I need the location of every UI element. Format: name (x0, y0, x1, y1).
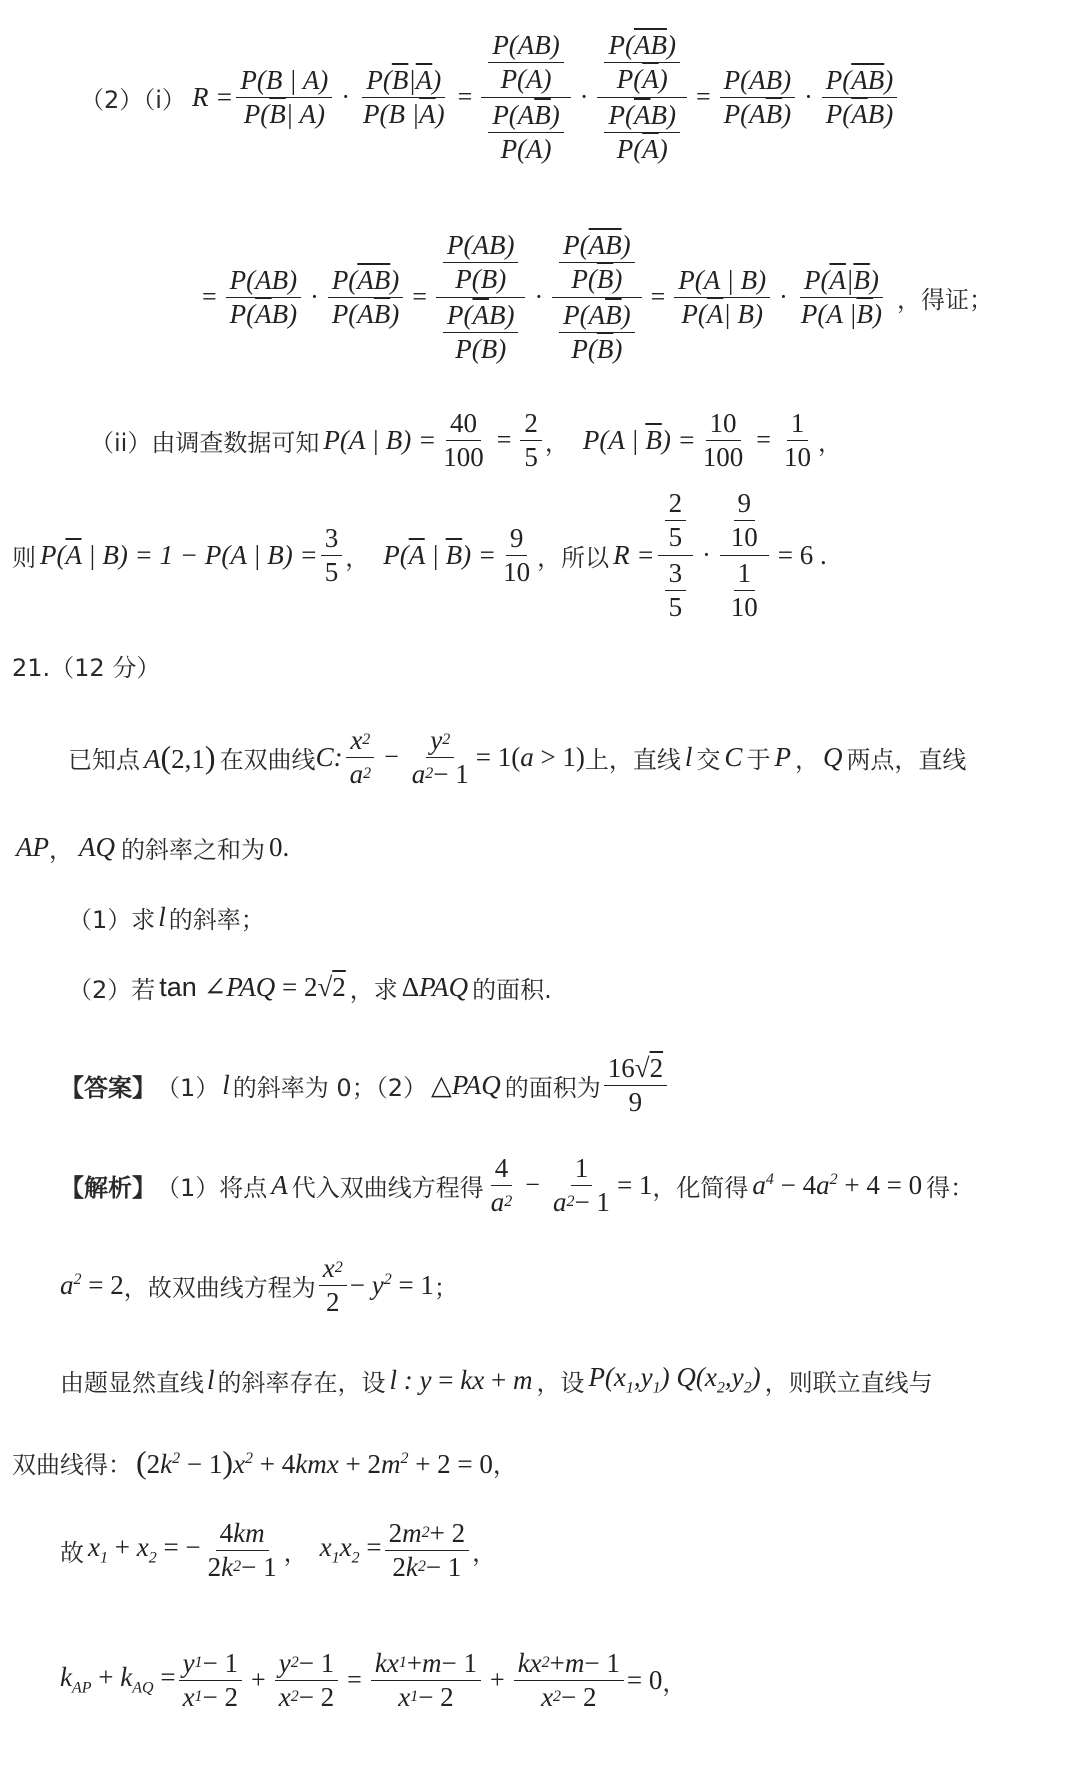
then-text: 则 (12, 543, 36, 572)
label-2ii: （ii）由调查数据可知 (90, 428, 320, 457)
frac-y1: y 1 − 1 x 1 − 2 (179, 1647, 242, 1714)
frac-R-b (720, 486, 769, 625)
Q-var: Q (822, 741, 843, 772)
sub2-text: （2）若 (68, 975, 156, 1004)
comma-6: ， (492, 1450, 517, 1479)
point-A: A(2,1) (144, 738, 216, 775)
analysis-line4-a: 双曲线得： (12, 1450, 132, 1479)
formula-2ii: （ii）由调查数据可知 P(A | B) = $\frac{40}{100}$ = $\frac{2}{5}$ ， P(A | $\overline{B}$) = $\frac{10}{100}$ = $\frac{1}{10}$ ， (90, 407, 842, 472)
comma-1: ， (544, 428, 569, 457)
q21-title (12, 645, 160, 685)
prod-x: $x_1x_2$ = (319, 1532, 382, 1567)
q21-line2 (16, 822, 289, 872)
frac-r2: P( $\overline{B}$ | $\overline{A}$ ) P(B | $\overline{A}$ ) (362, 64, 445, 129)
at-text: 于 (746, 745, 771, 774)
answer-text-3: 的面积为 (504, 1073, 601, 1102)
quartic: $a^4 - 4a^2 + 4 = 0$ (752, 1169, 923, 1200)
frac-4-a2: 4 a 2 (490, 1152, 513, 1217)
frac-2-5 (520, 407, 542, 474)
analysis-text-1: （1）将点 (156, 1173, 268, 1202)
sum-x: $x_1 + x_2$ = − (88, 1532, 201, 1567)
two-points-text: 两点，直线 (846, 745, 967, 774)
P-var: P (774, 741, 791, 772)
AQ-var: AQ (79, 831, 115, 862)
num-3: 3 (321, 522, 343, 556)
formula-2i-cont: = P(AB) P( $\overline{A}$ B) · P( $\overline{AB}$ ) P(A $\overline{B}$ ) = $\frac{P(AB)}{P(B)}$ P( $\overline{A}$ B) P(B) · P( $\overline{AB}$ ) P( $\overline{B}$ ) P(A $\overline{B}$ ) P( $\overline{B}$ ) = P(A | B) P( $\overline{A}$ | B) · P( $\overline{A}$ | $\overline{B}$ ) P(A | $\overline{B}$ ) ，得证； (196, 222, 993, 372)
rn9: 9 (734, 487, 756, 521)
analysis-line2 (60, 1240, 458, 1330)
R-eq: R = (613, 539, 655, 570)
known-text: 已知点 (68, 745, 140, 774)
analysis-line3-b: 的斜率存在，设 (217, 1368, 386, 1397)
tan-formula: tan ∠PAQ = 2√2 (159, 971, 346, 1002)
frac-s6: P( $\overline{A}$ | $\overline{B}$ ) P(A | $\overline{B}$ ) (800, 264, 883, 329)
l-var: l (684, 741, 693, 772)
frac-1-a2m1: 1 a 2 − 1 (552, 1152, 610, 1217)
l-var-4: l (207, 1364, 215, 1395)
answer-text-2: 的斜率为 0；（2） (232, 1073, 427, 1102)
eq-1-cond: = 1(a > 1) (475, 741, 585, 772)
analysis-line3-d: ，则联立直线与 (764, 1368, 933, 1397)
rd5: 5 (668, 521, 683, 552)
den-10b: 10 (503, 556, 531, 587)
analysis-line3-c: ，设 (536, 1368, 585, 1397)
AP-var: AP (16, 831, 49, 862)
frac-s3: $\frac{P(AB)}{P(B)}$ P( $\overline{A}$ B) P(B) (436, 228, 525, 367)
q21-sub1 (68, 895, 265, 939)
answer-text-1: （1） (156, 1073, 220, 1102)
comma-2: ， (817, 428, 842, 457)
triangle-PAQ: ΔPAQ (401, 971, 469, 1002)
frac-r4: P( $\overline{AB}$ ) P( $\overline{A}$ ) P( $\overline{A}$ B) P( $\overline{A}$ ) (597, 28, 686, 167)
num-9: 9 (506, 522, 528, 556)
analysis-line3 (60, 1355, 933, 1405)
num-1: 1 (787, 407, 809, 441)
analysis-text-4: 得： (926, 1173, 975, 1202)
R-equals: R = (191, 81, 234, 112)
sub1-text: （1）求 (68, 905, 156, 934)
frac-r3: $\frac{P(AB)}{P(A)}$ P(A $\overline{B}$ ) P(A) (481, 28, 570, 167)
frac-s5: P(A | B) P( $\overline{A}$ | B) (674, 264, 770, 331)
frac-area: 16√ 2 9 (604, 1052, 667, 1119)
analysis-line5-a: 故 (60, 1538, 84, 1567)
then-formula2: $P(\overline{A}$ | $\overline{B}$) = (383, 539, 497, 570)
points-PQ: $P(x_1,y_1)$ $Q(x_2,y_2)$ (588, 1362, 761, 1397)
zero-text: 0. (269, 831, 290, 862)
comma-9: ， (662, 1668, 687, 1697)
pab-text: P(A | B) = (323, 424, 437, 455)
on-text: 上，直线 (584, 745, 681, 774)
den-5: 5 (524, 441, 538, 472)
l-var-2: l (158, 901, 166, 932)
frac-s2: P( $\overline{AB}$ ) P(A $\overline{B}$ ) (328, 264, 403, 331)
frac-kx1: kx 1 + m − 1 x 1 − 2 (371, 1647, 481, 1714)
frac-2m2: 2 m 2 + 2 2 k 2 − 1 (385, 1517, 469, 1584)
analysis-line6: $k_{AP} + k_{AQ}$ = y 1 − 1 x 1 − 2 + y 2 − 1 x 2 − 2 = kx 1 + m − 1 x 1 − 2 + kx 2 + m − 1 x 2 − 2 = 0 ， (60, 1647, 687, 1712)
A-var: A (271, 1169, 288, 1200)
frac-R-a (658, 486, 694, 625)
frac-s4: P( $\overline{AB}$ ) P( $\overline{B}$ ) P(A $\overline{B}$ ) P( $\overline{B}$ ) (552, 228, 641, 367)
frac-r1: P(B | A) P( $\overline{B}$ | A) (236, 64, 332, 131)
analysis-line1: 【解析】 （1）将点 A 代入双曲线方程得 4 a 2 − 1 a 2 − 1 = 1 ，化简得 $a^4 - 4a^2 + 4 = 0$ 得： (60, 1152, 975, 1217)
rd10b: 10 (730, 591, 758, 622)
frac-10-100 (699, 407, 748, 474)
rd5b: 5 (668, 591, 683, 622)
frac-kx2: kx 2 + m − 1 x 2 − 2 (514, 1647, 624, 1714)
quadratic: $(2k^2 - 1)x^2 + 4kmx + 2m^2 + 2 = 0$ (136, 1443, 493, 1480)
frac-9-10 (499, 522, 534, 589)
frac-3-5 (321, 522, 343, 589)
formula-then: 则 $P(\overline{A}$ | B) = 1 − P(A | B) = $\frac{3}{5}$ ， $P(\overline{A}$ | $\overline{B}$) = $\frac{9}{10}$ ，所以 R = $\frac{\frac{2}{5}}{\frac{3}{5}}$ · $\frac{\frac{9}{10}}{\frac{1}{10}}$ = 6 . (12, 495, 827, 615)
semicolon-1: ； (433, 1273, 458, 1302)
frac-y2: y 2 a 2 − 1 (411, 724, 469, 789)
answer-line (60, 1040, 670, 1130)
l-var-3: l (222, 1069, 230, 1100)
comma-4: ， (794, 745, 819, 774)
analysis-line3-a: 由题显然直线 (60, 1368, 204, 1397)
num-2: 2 (520, 407, 542, 441)
comma-5: ， (49, 835, 73, 864)
k-sum: $k_{AP} + k_{AQ}$ = (60, 1662, 176, 1697)
pabbar-text: P(A | $\overline{B}$) = (582, 424, 696, 455)
frac-x2-2: x 2 2 (319, 1252, 347, 1319)
rd10: 10 (730, 521, 758, 552)
frac-x2-a2: x 2 a 2 (346, 724, 376, 791)
triangle-PAQ-2: △PAQ (430, 1069, 501, 1100)
den-5b: 5 (324, 556, 339, 587)
slope-sum-text: 的斜率之和为 (121, 835, 265, 864)
rn3: 3 (665, 557, 687, 591)
eq-zero: = 0 (626, 1664, 663, 1695)
den-100: 100 (443, 441, 484, 472)
analysis-text-2: 代入双曲线方程得 (291, 1173, 484, 1202)
C-var: C (724, 741, 743, 772)
deduce-text: ，得证； (897, 285, 994, 314)
comma-7: ， (283, 1538, 308, 1567)
comma-3: ， (345, 543, 370, 572)
sub2-mid-text: ，求 (349, 975, 398, 1004)
frac-r5: P(AB) P(A $\overline{B}$ ) (720, 64, 795, 131)
sub2-end-text: 的面积. (472, 975, 552, 1004)
frac-1-10 (780, 407, 815, 474)
comma-8: ， (472, 1538, 497, 1567)
den-10: 10 (783, 441, 811, 472)
line-eq: l : y = kx + m (389, 1364, 533, 1395)
answer-label: 【答案】 (60, 1073, 156, 1102)
then-formula1: $P(\overline{A}$ | B) = 1 − P(A | B) = (40, 539, 318, 570)
rn2: 2 (665, 487, 687, 521)
rn1: 1 (734, 557, 756, 591)
den-100b: 100 (702, 441, 744, 472)
a2-eq-2: $a^2 = 2$ (60, 1269, 124, 1300)
formula-2i: （2）（i） R = P(B | A) P( $\overline{B}$ | A) · P( $\overline{B}$ | $\overline{A}$ ) P(B | $\overline{A}$ ) = $\frac{P(AB)}{P(A)}$ P(A $\overline{B}$ ) P(A) · P( $\overline{AB}$ ) P( $\overline{A}$ ) P( $\overline{A}$ B) P( $\overline{A}$ ) = P(AB) P(A $\overline{B}$ ) · P( $\overline{AB}$ ) P( $\overline{A}$ B) (80, 22, 900, 172)
frac-4km: 4 km 2 k 2 − 1 (207, 1517, 277, 1582)
num-10: 10 (706, 407, 741, 441)
analysis-label: 【解析】 (60, 1173, 156, 1202)
C-colon: C: (315, 741, 343, 772)
analysis-text-3: ，化简得 (652, 1173, 749, 1202)
so-text: ，所以 (537, 543, 610, 572)
frac-r6: P( $\overline{AB}$ ) P( $\overline{A}$ B) (822, 64, 897, 131)
analysis-line4 (12, 1432, 517, 1492)
num-40: 40 (446, 407, 481, 441)
frac-y2b: y 2 − 1 x 2 − 2 (275, 1647, 338, 1714)
q21-title-text: 21.（12 分） (12, 653, 161, 682)
minus-y2: − $y^2 = 1$ (349, 1269, 434, 1300)
analysis-line2-text: ，故双曲线方程为 (123, 1273, 316, 1302)
eq-6: = 6 . (777, 539, 827, 570)
intersect-text: 交 (696, 745, 721, 774)
frac-40-100 (439, 407, 488, 474)
q21-sub2 (68, 962, 552, 1012)
hyperbola-text: 在双曲线 (219, 745, 316, 774)
sub1-end-text: 的斜率； (168, 905, 265, 934)
analysis-line5 (60, 1505, 496, 1595)
eq-1: = 1 (616, 1169, 653, 1200)
q21-line1: 已知点 A(2,1) 在双曲线 C: x 2 a 2 − y 2 a 2 − 1 = 1(a > 1) 上，直线 l 交 C 于 P ， Q 两点，直线 (68, 724, 967, 789)
label-2i: （2）（i） (80, 85, 186, 114)
frac-s1: P(AB) P( $\overline{A}$ B) (226, 264, 301, 331)
